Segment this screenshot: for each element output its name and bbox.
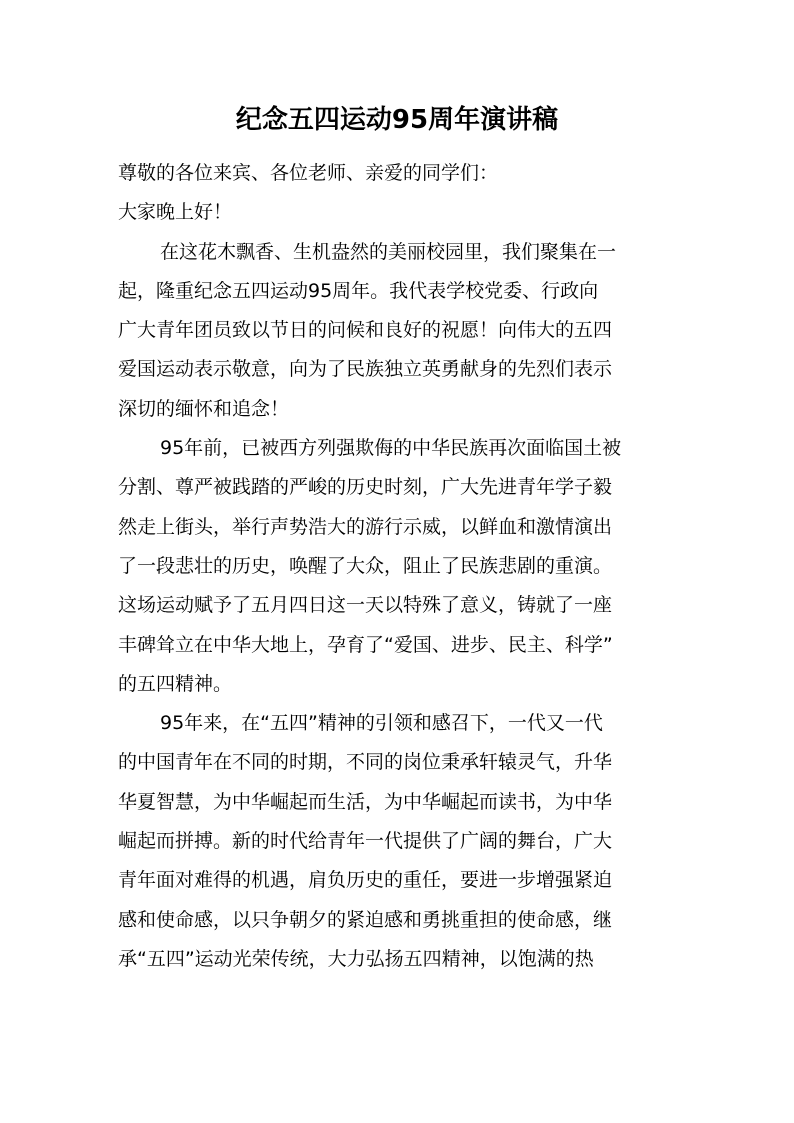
paragraph-3-line-4: 崛起而拼搏。新的时代给青年一代提供了广阔的舞台，广大 <box>118 830 613 853</box>
document-title: 纪念五四运动95周年演讲稿 <box>235 105 559 135</box>
paragraph-2-line-7: 的五四精神。 <box>118 672 233 695</box>
paragraph-3-line-7: 承“五四”运动光荣传统，大力弘扬五四精神，以饱满的热 <box>118 947 594 970</box>
document-body <box>118 154 678 979</box>
paragraph-3-line-1: 95年来，在“五四”精神的引领和感召下，一代又一代 <box>160 712 603 735</box>
greeting-line: 大家晚上好！ <box>118 201 233 224</box>
salutation-line: 尊敬的各位来宾、各位老师、亲爱的同学们： <box>118 162 499 184</box>
paragraph-1-line-1: 在这花木飘香、生机盎然的美丽校园里，我们聚集在一 <box>160 240 617 263</box>
paragraph-2-line-1: 95年前，已被西方列强欺侮的中华民族再次面临国土被 <box>160 437 622 460</box>
paragraph-2-line-3: 然走上街头，举行声势浩大的游行示威，以鲜血和激情演出 <box>118 515 613 538</box>
paragraph-1-line-3: 广大青年团员致以节日的问候和良好的祝愿！向伟大的五四 <box>118 319 613 342</box>
paragraph-2-line-6: 丰碑耸立在中华大地上，孕育了“爱国、进步、民主、科学” <box>118 633 613 656</box>
paragraph-2-line-4: 了一段悲壮的历史，唤醒了大众，阻止了民族悲剧的重演。 <box>118 554 613 577</box>
paragraph-3-line-6: 感和使命感，以只争朝夕的紧迫感和勇挑重担的使命感，继 <box>118 908 613 931</box>
paragraph-1-line-4: 爱国运动表示敬意，向为了民族独立英勇献身的先烈们表示 <box>118 358 613 381</box>
paragraph-3-line-3: 华夏智慧，为中华崛起而生活，为中华崛起而读书，为中华 <box>118 790 613 813</box>
paragraph-1-line-2: 起，隆重纪念五四运动95周年。我代表学校党委、行政向 <box>118 279 599 302</box>
paragraph-3-line-2: 的中国青年在不同的时期，不同的岗位秉承轩辕灵气，升华 <box>118 751 613 774</box>
paragraph-2-line-2: 分割、尊严被践踏的严峻的历史时刻，广大先进青年学子毅 <box>118 476 613 499</box>
paragraph-3-line-5: 青年面对难得的机遇，肩负历史的重任，要进一步增强紧迫 <box>118 869 613 892</box>
paragraph-2-line-5: 这场运动赋予了五月四日这一天以特殊了意义，铸就了一座 <box>118 594 613 617</box>
paragraph-1-line-5: 深切的缅怀和追念！ <box>118 397 290 420</box>
